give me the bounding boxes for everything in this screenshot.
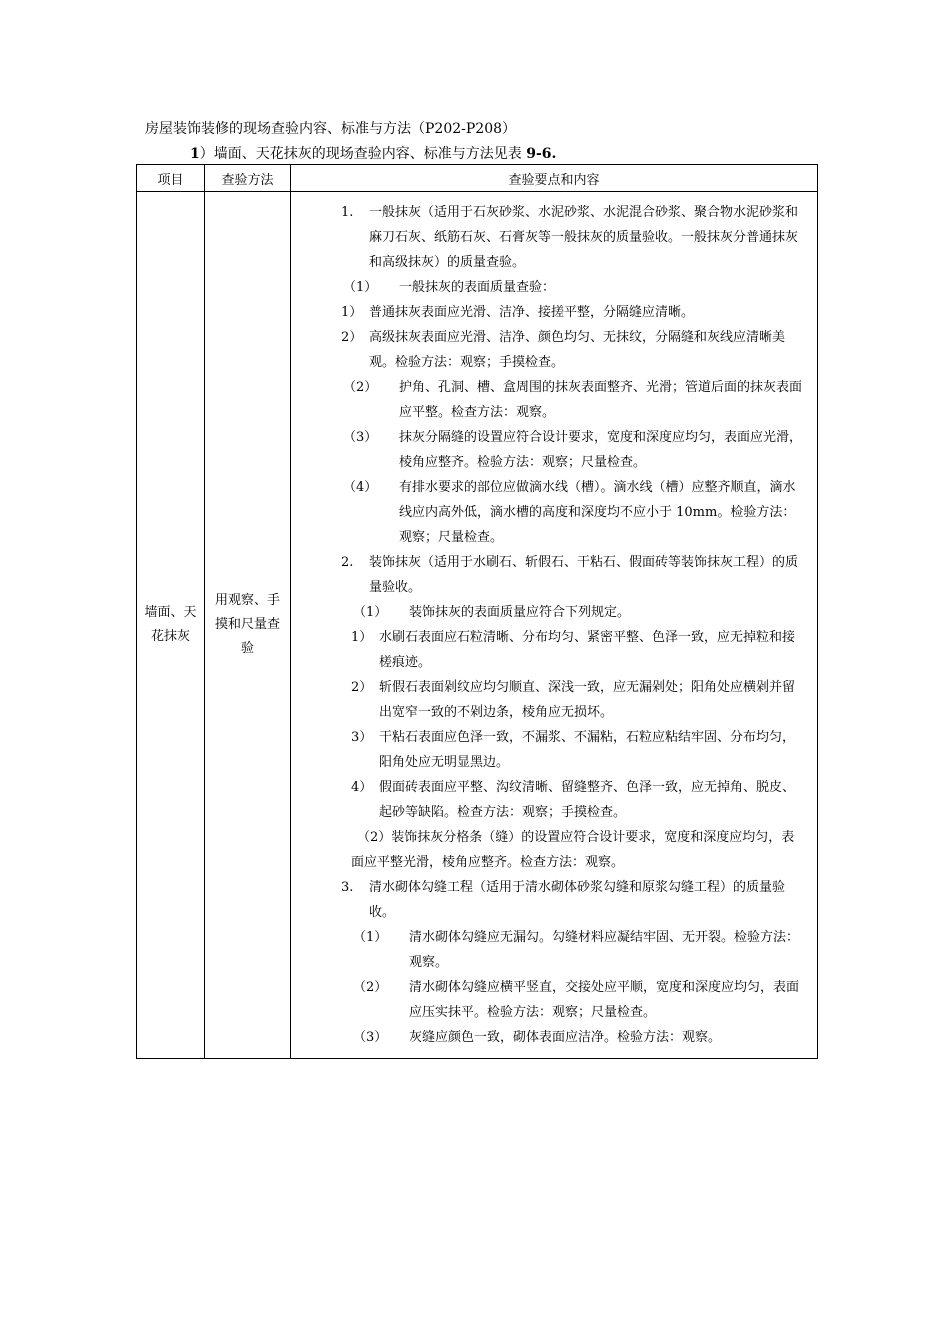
- header-item: 项目: [137, 165, 205, 192]
- list-marker: 4）: [351, 780, 373, 795]
- list-marker: （1）: [353, 930, 388, 945]
- inspection-table: [136, 164, 818, 1059]
- list-text: 抹灰分隔缝的设置应符合设计要求，宽度和深度应均匀，表面应光滑，棱角应整齐。检验方法：观察；尺量检查。: [399, 430, 803, 470]
- table-caption: [190, 143, 556, 163]
- list-text: 水刷石表面应石粒清晰、分布均匀、紧密平整、色泽一致，应无掉粒和接槎痕迹。: [379, 630, 796, 670]
- list-text: 干粘石表面应色泽一致，不漏浆、不漏粘，石粒应粘结牢固、分布均匀，阳角处应无明显黑边。: [379, 730, 796, 770]
- list-text: 清水砌体勾缝应无漏勾。勾缝材料应凝结牢固、无开裂。检验方法：观察。: [409, 930, 800, 970]
- list-item: [291, 275, 807, 300]
- list-item: [291, 600, 807, 625]
- list-item: [291, 675, 807, 725]
- method-text: 用观察、手摸和尺量查验: [214, 593, 280, 656]
- list-item: [291, 875, 807, 925]
- list-marker: （4）: [343, 480, 378, 495]
- list-marker: （3）: [353, 1030, 388, 1045]
- list-marker: （2）: [343, 380, 378, 395]
- list-marker: 1.: [341, 205, 354, 220]
- points-cell: [291, 192, 818, 1059]
- list-text: 清水砌体勾缝应横平竖直，交接处应平顺，宽度和深度应均匀，表面应压实抹平。检验方法：观察；尺量检查。: [409, 980, 800, 1020]
- list-text: 高级抹灰表面应光滑、洁净、颜色均匀、无抹纹，分隔缝和灰线应清晰美观。检验方法：观察；手摸检查。: [369, 330, 786, 370]
- caption-text: ）墙面、天花抹灰的现场查验内容、标准与方法见表: [199, 146, 527, 162]
- list-item: [291, 625, 807, 675]
- list-item: [291, 975, 807, 1025]
- list-item: [291, 550, 807, 600]
- table-header-row: [137, 165, 818, 192]
- method-cell: [205, 192, 291, 1059]
- list-text: 有排水要求的部位应做滴水线（槽）。滴水线（槽）应整齐顺直，滴水线应内高外低，滴水槽的高度和深度均不应小于 10mm。检验方法：观察；尺量检查。: [399, 480, 796, 545]
- list-item: [291, 300, 807, 325]
- list-item: [291, 1025, 807, 1050]
- list-marker: 1）: [351, 630, 373, 645]
- list-text: 护角、孔洞、槽、盒周围的抹灰表面整齐、光滑；管道后面的抹灰表面应平整。检查方法：观察。: [399, 380, 803, 420]
- header-points: 查验要点和内容: [291, 165, 818, 192]
- list-text: 斩假石表面剁纹应均匀顺直、深浅一致，应无漏剁处；阳角处应横剁并留出宽窄一致的不剁边条，棱角应无损坏。: [379, 680, 796, 720]
- list-marker: 3.: [341, 880, 354, 895]
- list-text: 装饰抹灰的表面质量应符合下列规定。: [409, 605, 631, 620]
- list-marker: 2）: [341, 330, 363, 345]
- list-text: （2）装饰抹灰分格条（缝）的设置应符合设计要求，宽度和深度应均匀，表面应平整光滑，棱角应整齐。检查方法：观察。: [351, 830, 795, 870]
- header-method: 查验方法: [205, 165, 291, 192]
- list-text: 装饰抹灰（适用于水刷石、斩假石、干粘石、假面砖等装饰抹灰工程）的质量验收。: [369, 555, 799, 595]
- document-heading: 房屋装饰装修的现场查验内容、标准与方法（P202-P208）: [145, 121, 517, 137]
- caption-number: 1: [190, 146, 200, 162]
- list-marker: 2.: [341, 555, 354, 570]
- list-item: [291, 775, 807, 825]
- list-marker: 1）: [341, 305, 363, 320]
- list-marker: （2）: [353, 980, 388, 995]
- list-item: [291, 325, 807, 375]
- list-text: 普通抹灰表面应光滑、洁净、接搓平整，分隔缝应清晰。: [369, 305, 695, 320]
- list-text: 一般抹灰（适用于石灰砂浆、水泥砂浆、水泥混合砂浆、聚合物水泥砂浆和麻刀石灰、纸筋石灰、石膏灰等一般抹灰的质量验收。一般抹灰分普通抹灰和高级抹灰）的质量查验。: [369, 205, 799, 270]
- list-item: [291, 475, 807, 550]
- list-text: 一般抹灰的表面质量查验：: [399, 280, 556, 295]
- list-text: 清水砌体勾缝工程（适用于清水砌体砂浆勾缝和原浆勾缝工程）的质量验收。: [369, 880, 786, 920]
- item-text: 墙面、天花抹灰: [144, 605, 197, 644]
- caption-table-ref: 9-6.: [526, 146, 557, 162]
- list-marker: （1）: [343, 280, 378, 295]
- list-text: 灰缝应颜色一致，砌体表面应洁净。检验方法：观察。: [409, 1030, 722, 1045]
- list-marker: （3）: [343, 430, 378, 445]
- list-text: 假面砖表面应平整、沟纹清晰、留缝整齐、色泽一致，应无掉角、脱皮、起砂等缺陷。检查方法：观察；手摸检查。: [379, 780, 796, 820]
- table-row: [137, 192, 818, 1059]
- list-item: [291, 825, 807, 875]
- list-item: [291, 200, 807, 275]
- list-marker: （1）: [353, 605, 388, 620]
- list-marker: 3）: [351, 730, 373, 745]
- list-marker: 2）: [351, 680, 373, 695]
- list-item: [291, 925, 807, 975]
- list-item: [291, 725, 807, 775]
- item-cell: [137, 192, 205, 1059]
- list-item: [291, 425, 807, 475]
- list-item: [291, 375, 807, 425]
